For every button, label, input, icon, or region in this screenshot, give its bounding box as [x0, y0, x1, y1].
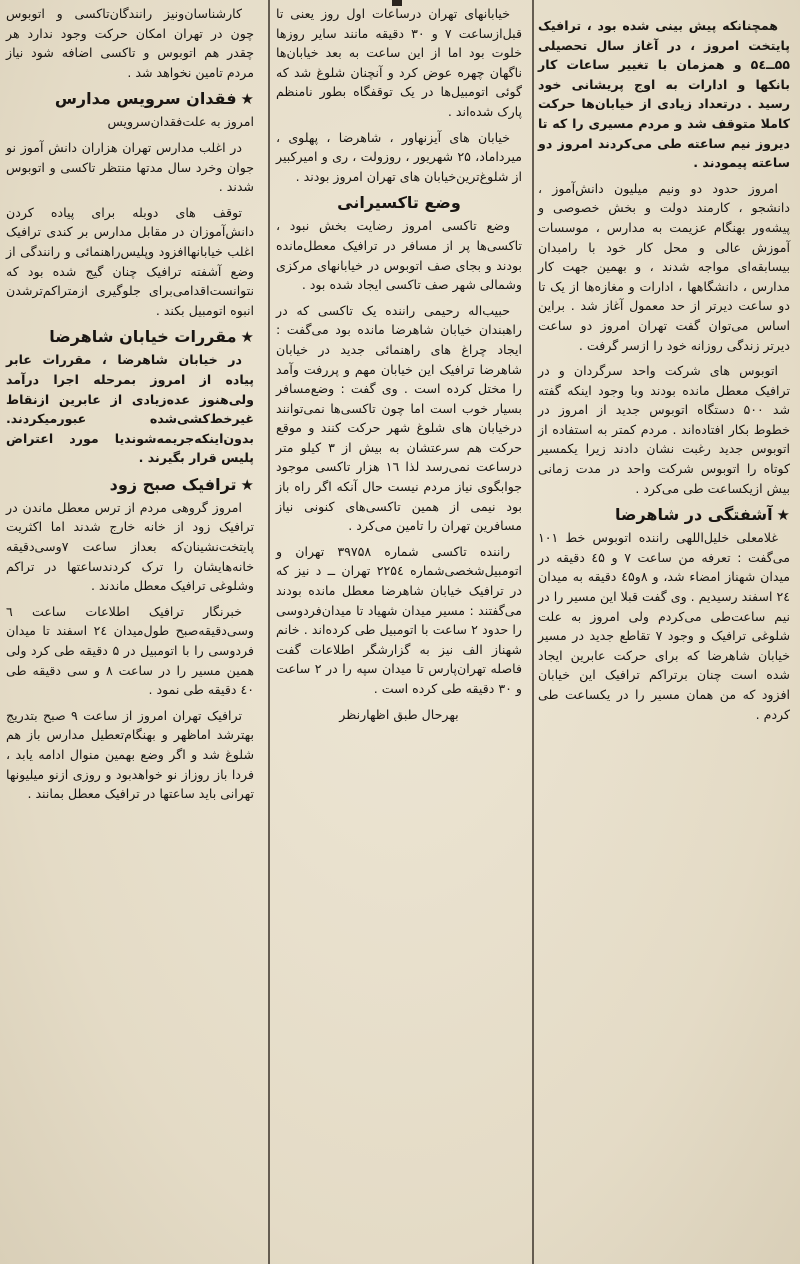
- paragraph: کارشناسان‌ونیز رانندگان‌تاکسی و اتوبوس چون در تهران امکان حرکت وجود ندارد هر چقدر هم اتوبوس و تاکسی اضافه شود نیاز مردم تامین نخواهد شد .: [6, 6, 254, 80]
- star-icon: ★: [776, 506, 790, 525]
- continuation-line: بهرحال طبق اظهارنظر: [339, 706, 459, 722]
- paragraph: خیابان های آیزنهاور ، شاهرضا ، پهلوی ، میرداماد، ٢۵ شهریور ، روزولت ، ری و امیرکبیر از شلوغ‌ترین‌خیابان های تهران امروز بودند .: [276, 129, 522, 184]
- paragraph: خبرنگار ترافیک اطلاعات ساعت ٦ وسی‌دقیقه‌صبح طول‌میدان ٢٤ اسفند تا میدان فردوسی را با اتومبیل در ۵ دقیقه طی کرد ولی همین مسیر را در ساعت ۸ و سی دقیقه طی ٤۰ دقیقه طی نمود .: [6, 603, 255, 698]
- column-divider: [532, 0, 534, 1264]
- article-lead-paragraph: همچنانکه پیش بینی شده بود ، ترافیک پایتخت امروز ، در آغاز سال تحصیلی ۵۵ــ۵٤ و همزمان با تغییر ساعات کار بانکها و ادارات به اوج پریشانی خود رسید . درتعداد زیادی از خیابان‌ها حرکت کاملا متوقف شد و مردم مسیری را که تا دیروز نیم ساعته طی می‌کردند امروز دو ساعته پیمودند .: [538, 18, 790, 171]
- subheading-school-service: ★فقدان سرویس مدارس: [54, 89, 254, 109]
- column-divider: [268, 0, 270, 1264]
- paragraph: غلامعلی خلیل‌اللهی راننده اتوبوس خط ۱۰۱ می‌گفت : تعرفه من ساعت ۷ و ٤۵ دقیقه در میدان شهناز امضاء شد، و ۸و٤۵ دقیقه به میدان ٢٤ اسفند رسیدیم . وی گفت قبلا این مسیر را در نیم ساعت‌طی می‌کردم ولی امروز به علت شلوغی ترافیک و وجود ۷ تقاطع جدید در مسیر خیابان شاهرضا که برای حرکت عابرین ایجاد شده است چنان برتراکم ترافیک این خیابان افزود که من همان مسیر را در یکساعت طی کردم .: [538, 530, 791, 722]
- subheading-early-traffic: ★ترافیک صبح زود: [109, 474, 254, 494]
- star-icon: ★: [240, 475, 254, 494]
- subheading-kicker: امروز به علت‌فقدان‌سرویس: [107, 114, 254, 130]
- paragraph: توقف های دوبله برای پیاده کردن دانش‌آموزان در مقابل مدارس بر کندی ترافیک اغلب خیابانها‌افزود وپلیس‌راهنمائی و رانندگی از وضع آشفته ترافیک چنان گیج شده بود که نتوانست‌اقدامی‌برای جلوگیری ازمتراکم‌ترشدن انبوه اتومبیل بکند .: [6, 204, 254, 318]
- paragraph: امروز گروهی مردم از ترس معطل ماندن در ترافیک زود از خانه خارج شدند اما اکثریت پایتخت‌نشینان‌که بعداز ساعت ۷وسی‌دقیقه خانه‌هایشان را ترک کردند‌ساعتها در تراکم وشلوغی ترافیک معطل ماندند .: [6, 499, 254, 594]
- column-left: [4, 0, 264, 1264]
- star-icon: ★: [240, 90, 254, 109]
- paragraph: در خیابان شاهرضا ، مقررات عابر پیاده از امروز بمرحله اجرا درآمد ولی‌هنوز عده‌زیادی از عابرین ازنقاط غیرخط‌کشی‌شده عبورمیکردند. بدون‌اینکه‌جریمه‌شوند‌یا مورد اعتراض پلیس قرار بگیرند .: [6, 352, 254, 466]
- paragraph: وضع تاکسی امروز رضایت بخش نبود ، تاکسی‌ها پر از مسافر در ترافیک معطل‌مانده بودند و بجای صف اتوبوس در خیابانهای مرکزی وشمالی شهر صف تاکسی ایجاد شده بود .: [276, 218, 522, 293]
- paragraph: راننده تاکسی شماره ۳۹۷۵۸ تهران و اتومبیل‌شخصی‌شماره ٢٢۵٤ تهران ــ د نیز که در ترافیک خیابان شاهرضا معطل مانده بودند می‌گفتند : مسیر میدان شهیاد تا میدان‌فردوسی را حدود ٢ ساعت با اتومبیل طی کرده‌اند . خانم شهناز الف نیز به گزارشگر اطلاعات گفت فاصله تهران‌پارس تا میدان سپه را در ٢ ساعت و ۳۰ دقیقه طی کرده است .: [276, 543, 522, 696]
- subheading-taxi-situation: وضع تاکسیرانی: [337, 193, 461, 213]
- paragraph: خیابانهای تهران درساعات اول روز یعنی تا قبل‌ازساعت ۷ و ۳۰ دقیقه مانند سایر روزها خلوت بود اما از این ساعت به بعد خیابان‌ها ناگهان چهره عوض کرد و آنچنان شلوغ شد که گوئی اتومبیل‌ها در یک توقفگاه بطور نامنظم پارک شده‌اند .: [276, 6, 522, 119]
- column-right: [536, 0, 796, 1264]
- paragraph: حبیب‌اله رحیمی راننده یک تاکسی که در راهبندان خیابان شاهرضا مانده بود می‌گفت : ایجاد چراغ های راهنمائی جدید در خیابان شاهرضا ترافیک این خیابان مهم و پررفت وآمد را مختل کرده است . وی گفت : وضع‌مسافر بسیار خوب است اما چون تاکسی‌ها نمی‌توانند درخیابان های شلوغ شهر حرکت کنند و موقع حرکت هم سرعتشان به بیش از ۳ کیلو متر درساعت نمی‌رسد لذا ۱٦ هزار تاکسی موجود جوابگوی نیاز مردم نیست حال آنکه اگر راه باز بود نیمی از همین تاکسی‌های کنونی نیاز مسافرین تهران را تامین می‌کرد .: [276, 302, 522, 534]
- subheading-shahreza-chaos: ★آشفتگی در شاهرضا: [614, 505, 790, 525]
- column-middle: [272, 0, 530, 1264]
- paragraph: اتوبوس های شرکت واحد سرگردان و در ترافیک معطل مانده بودند وبا وجود اینکه گفته شد ۵۰۰ دستگاه اتوبوس جدید از امروز در خطوط بکار افتاده‌اند . مردم کمتر به استفاده از اتوبوس جدید رغبت نشان دادند زیرا یکمسیر کوتاه را اتوبوس شرکت واحد در مدت زمانی بیش ازیکساعت طی می‌کرد .: [538, 363, 790, 496]
- paragraph: در اغلب مدارس تهران هزاران دانش آموز نو جوان وخرد سال مدتها منتظر تاکسی و اتوبوس شدند .: [6, 139, 254, 195]
- paragraph: ترافیک تهران امروز از ساعت ۹ صبح بتدریج بهترشد اماظهر و بهنگام‌تعطیل مدارس باز هم شلوغ شد و اگر وضع بهمین منوال ادامه یابد ، فردا باز روزاز نو خواهدبود و روزی ازنو میلیونها تهرانی باید ساعتها در ترافیک معطل بمانند .: [6, 707, 254, 802]
- subheading-shahreza-rules: ★مقررات خیابان شاهرضا: [49, 327, 254, 347]
- star-icon: ★: [240, 328, 254, 347]
- paragraph: امروز حدود دو ونیم میلیون دانش‌آموز ، دانشجو ، کارمند دولت و بخش خصوصی و پیشه‌ور بهنگام عزیمت به مدارس ، موسسات آموزش عالی و محل کار خود با رامبدان بیسابقه‌ای مواجه شدند ، و بهمین جهت کار مدارس ، دانشگاهها ، ادارات و مغازه‌ها از یک تا دو ساعت دیرتر از حد معمول آغاز شد . براین اساس می‌توان گفت تهران امروز دو ساعت دیرتر زندگی روزانه خود را ازسر گرفت .: [538, 180, 790, 353]
